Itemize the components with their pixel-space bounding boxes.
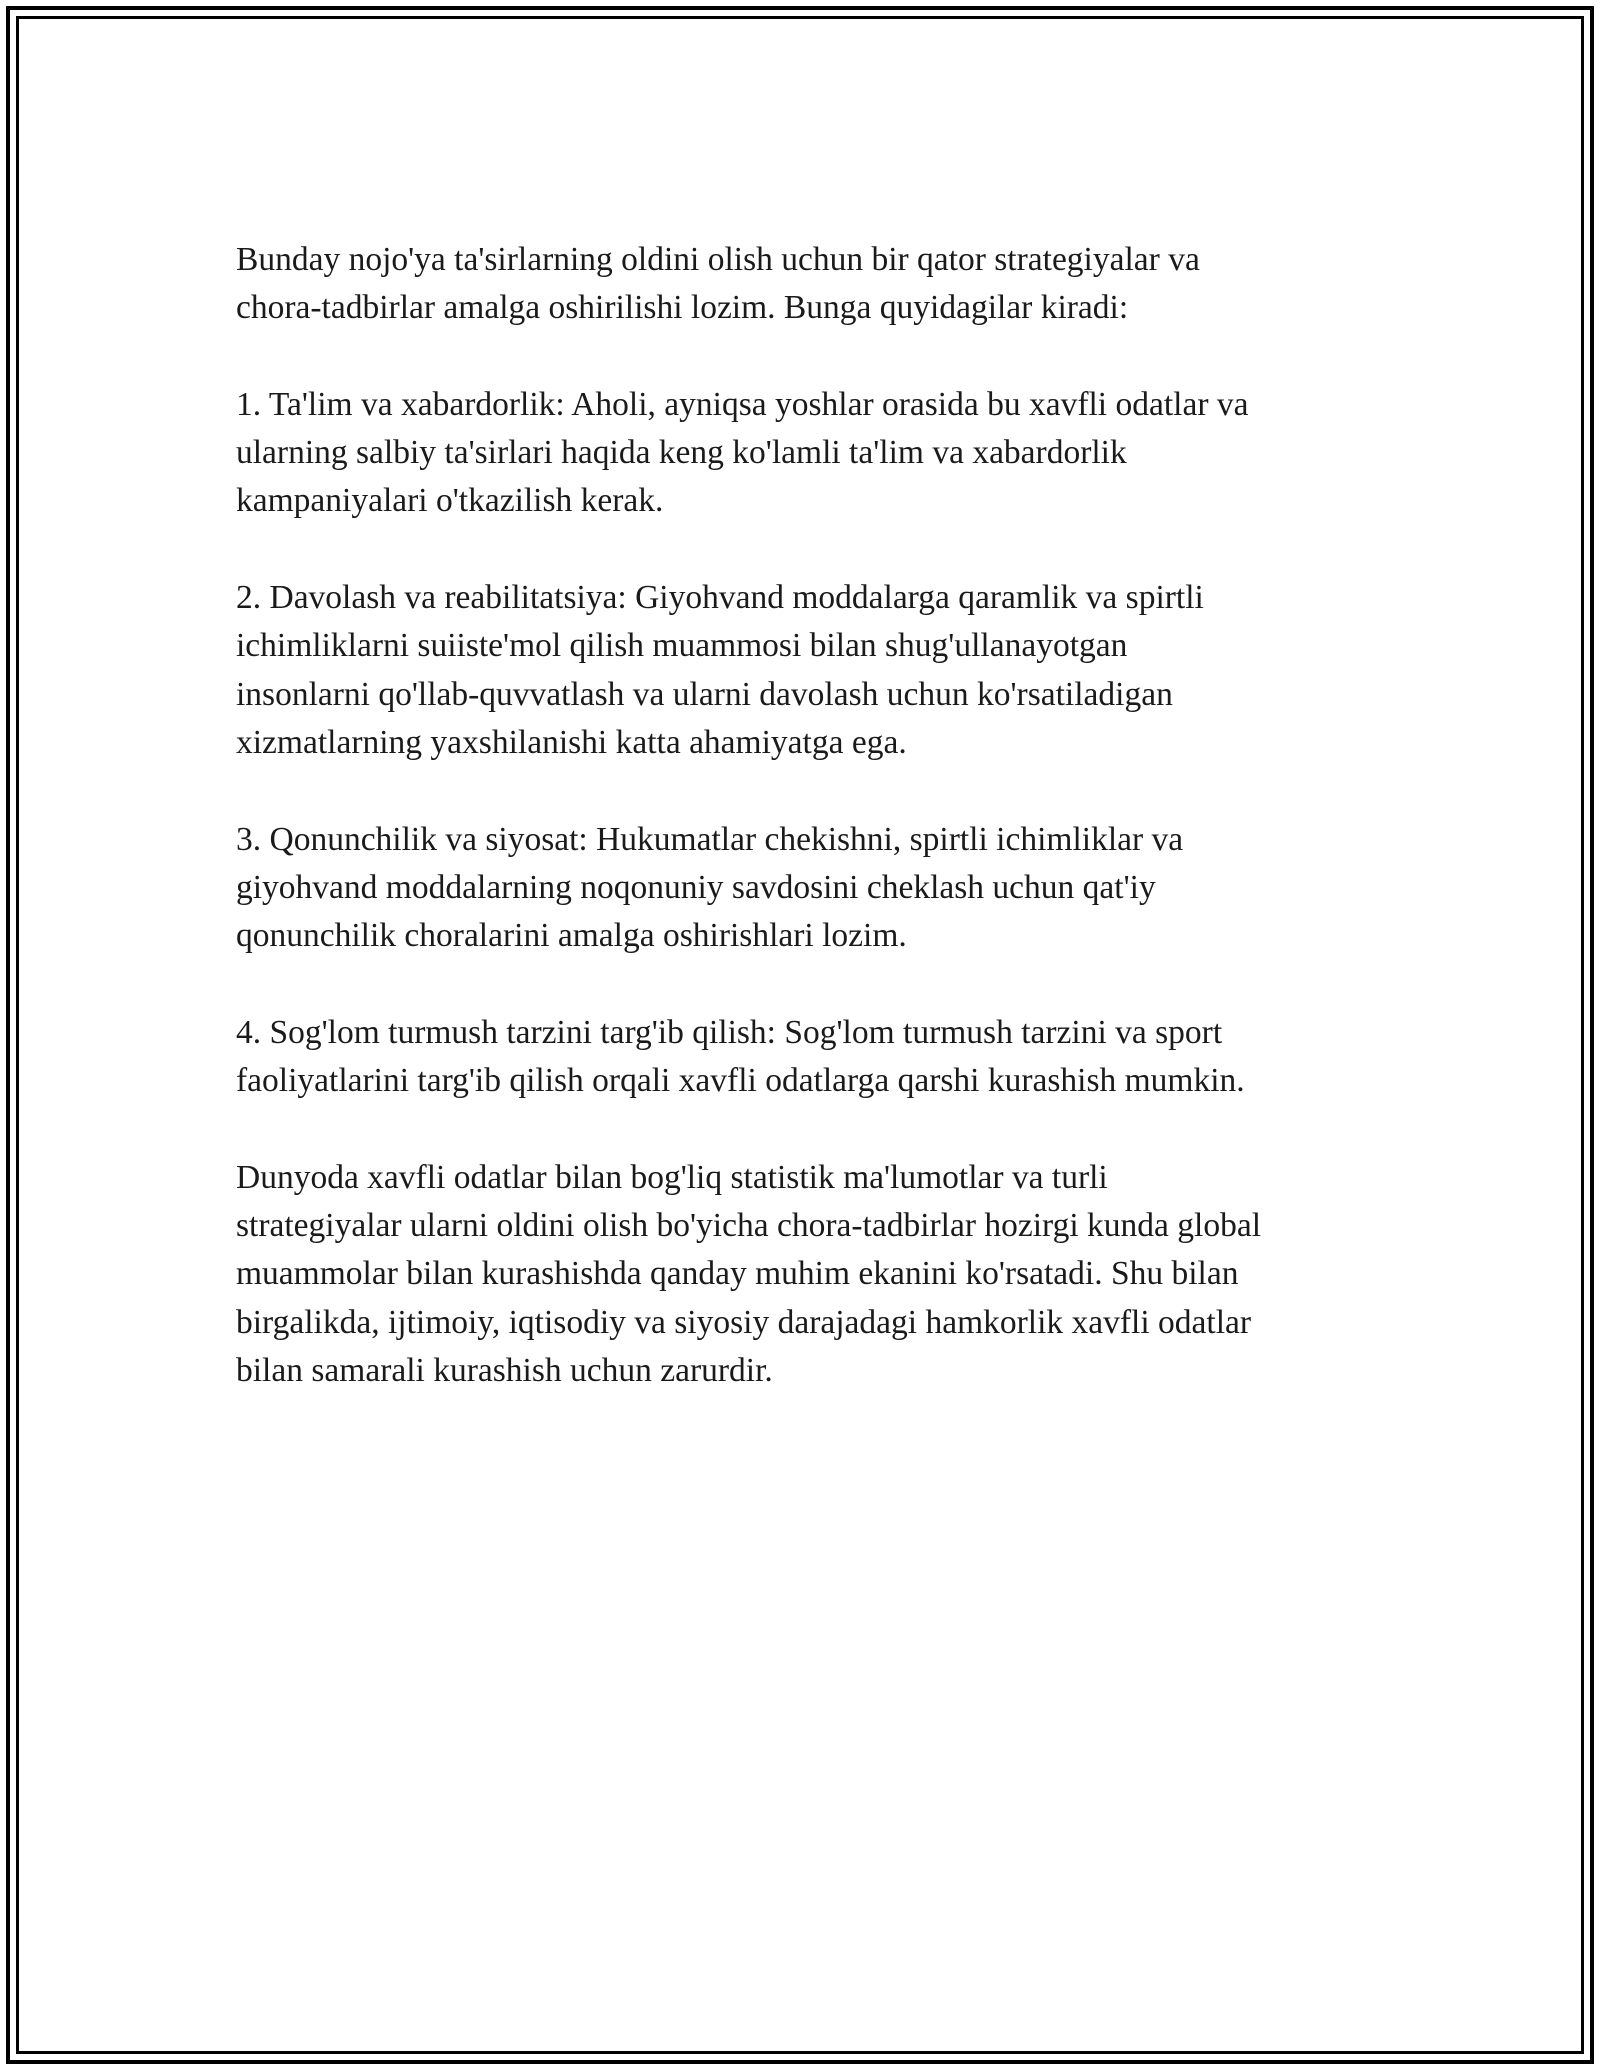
- list-item-education: [236, 381, 1366, 526]
- text-line: 4. Sog'lom turmush tarzini targ'ib qilish: Sog'lom turmush tarzini va sport: [236, 1013, 1223, 1051]
- list-item-treatment: [236, 574, 1366, 767]
- document-body: [236, 236, 1366, 1395]
- text-line: xizmatlarning yaxshilanishi katta ahamiyatga ega.: [236, 723, 907, 761]
- text-line: faoliyatlarini targ'ib qilish orqali xavfli odatlarga qarshi kurashish mumkin.: [236, 1062, 1245, 1100]
- text-line: muammolar bilan kurashishda qanday muhim ekanini ko'rsatadi. Shu bilan: [236, 1255, 1239, 1293]
- text-line: insonlarni qo'llab-quvvatlash va ularni davolash uchun ko'rsatiladigan: [236, 675, 1173, 713]
- list-item-healthy-lifestyle: [236, 1009, 1366, 1106]
- text-line: kampaniyalari o'tkazilish kerak.: [236, 482, 664, 520]
- text-line: strategiyalar ularni oldini olish bo'yicha chora-tadbirlar hozirgi kunda global: [236, 1206, 1262, 1244]
- text-line: 2. Davolash va reabilitatsiya: Giyohvand moddalarga qaramlik va spirtli: [236, 579, 1204, 617]
- text-line: birgalikda, ijtimoiy, iqtisodiy va siyosiy darajadagi hamkorlik xavfli odatlar: [236, 1303, 1252, 1341]
- text-line: Bunday nojo'ya ta'sirlarning oldini olish uchun bir qator strategiyalar va: [236, 241, 1200, 278]
- text-line: chora-tadbirlar amalga oshirilishi lozim. Bunga quyidagilar kiradi:: [236, 289, 1129, 327]
- conclusion-paragraph: [236, 1154, 1366, 1395]
- text-line: ularning salbiy ta'sirlari haqida keng ko'lamli ta'lim va xabardorlik: [236, 434, 1127, 472]
- list-item-legislation: [236, 816, 1366, 961]
- intro-paragraph: [236, 236, 1366, 333]
- text-line: giyohvand moddalarning noqonuniy savdosini cheklash uchun qat'iy: [236, 868, 1156, 906]
- text-line: Dunyoda xavfli odatlar bilan bog'liq statistik ma'lumotlar va turli: [236, 1158, 1108, 1196]
- text-line: 1. Ta'lim va xabardorlik: Aholi, ayniqsa yoshlar orasida bu xavfli odatlar va: [236, 385, 1249, 423]
- text-line: qonunchilik choralarini amalga oshirishlari lozim.: [236, 917, 907, 955]
- text-line: ichimliklarni suiiste'mol qilish muammosi bilan shug'ullanayotgan: [236, 627, 1128, 665]
- text-line: 3. Qonunchilik va siyosat: Hukumatlar chekishni, spirtli ichimliklar va: [236, 820, 1184, 858]
- text-line: bilan samarali kurashish uchun zarurdir.: [236, 1351, 773, 1389]
